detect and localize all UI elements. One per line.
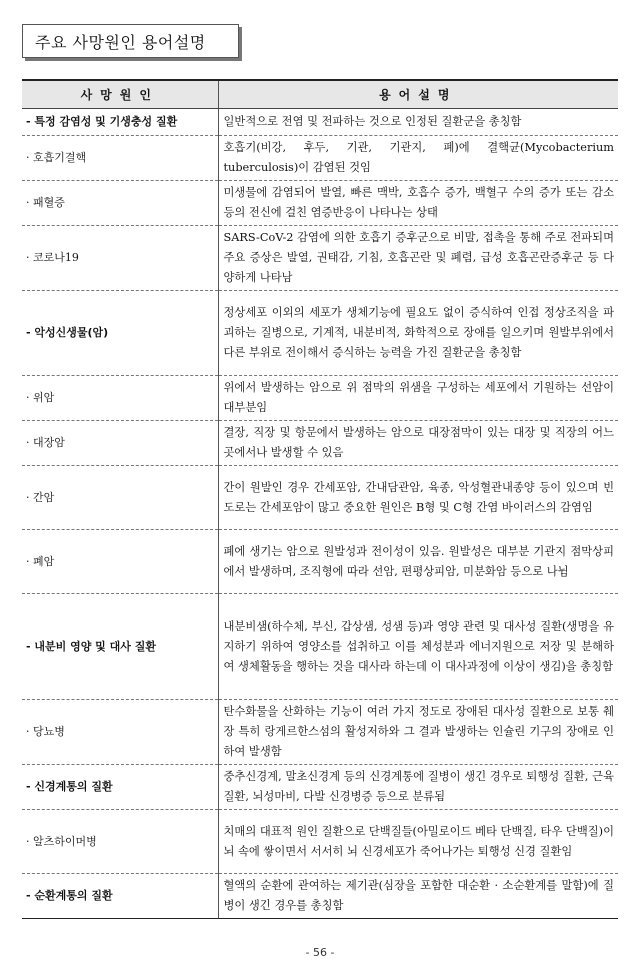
subcategory-term: · 코로나19: [22, 226, 218, 291]
table-row: [22, 136, 618, 181]
term-description: 탄수화물을 산화하는 기능이 여러 가지 정도로 장애된 대사성 질환으로 보통 췌장 특히 랑게르한스섬의 활성저하와 그 결과 발생하는 인슐린 기구의 장애로 인하여 발생함: [218, 700, 618, 765]
table-row: [22, 226, 618, 291]
category-term: - 순환계통의 질환: [22, 874, 218, 919]
subcategory-term: · 알츠하이머병: [22, 810, 218, 874]
category-term: - 내분비 영양 및 대사 질환: [22, 594, 218, 700]
terms-table: [22, 79, 618, 919]
subcategory-term: · 패혈증: [22, 181, 218, 226]
table-row: [22, 700, 618, 765]
category-term: - 신경계통의 질환: [22, 765, 218, 810]
page-title: 주요 사망원인 용어설명: [22, 24, 239, 58]
term-description: 결장, 직장 및 항문에서 발생하는 암으로 대장점막이 있는 대장 및 직장의 어느 곳에서나 발생할 수 있음: [218, 421, 618, 466]
table-row: [22, 765, 618, 810]
table-header-row: [22, 80, 618, 109]
table-row: [22, 291, 618, 376]
term-description: 미생물에 감염되어 발열, 빠른 맥박, 호흡수 증가, 백혈구 수의 증가 또는 감소 등의 전신에 걸친 염증반응이 나타나는 상태: [218, 181, 618, 226]
term-description: 폐에 생기는 암으로 원발성과 전이성이 있음. 원발성은 대부분 기관지 점막상피에서 발생하며, 조직형에 따라 선암, 편평상피암, 미분화암 등으로 나뉨: [218, 530, 618, 594]
header-cause: 사망원인: [22, 80, 218, 109]
table-row: [22, 181, 618, 226]
table-row: [22, 810, 618, 874]
subcategory-term: · 호흡기결핵: [22, 136, 218, 181]
page-number: - 56 -: [305, 946, 335, 959]
category-term: - 특정 감염성 및 기생충성 질환: [22, 109, 218, 136]
header-description: 용어설명: [218, 80, 618, 109]
table-row: [22, 530, 618, 594]
term-description: 혈액의 순환에 관여하는 제기관(심장을 포함한 대순환 · 소순환계를 말함)에 질병이 생긴 경우를 총칭함: [218, 874, 618, 919]
term-description: 간이 원발인 경우 간세포암, 간내담관암, 육종, 악성혈관내종양 등이 있으며 빈도로는 간세포암이 많고 중요한 원인은 B형 및 C형 간염 바이러스의 감염임: [218, 466, 618, 530]
table-row: [22, 874, 618, 919]
term-description: SARS-CoV-2 감염에 의한 호흡기 증후군으로 비말, 접촉을 통해 주로 전파되며 주요 증상은 발열, 권태감, 기침, 호흡곤란 및 폐렴, 급성 호흡곤란증후군 등 다양하게 나타남: [218, 226, 618, 291]
subcategory-term: · 간암: [22, 466, 218, 530]
subcategory-term: · 대장암: [22, 421, 218, 466]
term-description: 호흡기(비강, 후두, 기관, 기관지, 폐)에 결핵균(Mycobacterium tuberculosis)이 감염된 것임: [218, 136, 618, 181]
table-row: [22, 594, 618, 700]
table-row: [22, 466, 618, 530]
term-description: 내분비샘(하수체, 부신, 갑상샘, 성샘 등)과 영양 관련 및 대사성 질환(생명을 유지하기 위하여 영양소를 섭취하고 이를 체성분과 에너지원으로 저장 및 분해하여 생체활동을 행하는 것을 대사라 하는데 이 대사과정에 이상이 생김)을 총칭함: [218, 594, 618, 700]
subcategory-term: · 위암: [22, 376, 218, 421]
category-term: - 악성신생물(암): [22, 291, 218, 376]
term-description: 정상세포 이외의 세포가 생체기능에 필요도 없이 증식하여 인접 정상조직을 파괴하는 질병으로, 기계적, 내분비적, 화학적으로 장애를 일으키며 원발부위에서 다른 부위로 전이해서 증식하는 능력을 가진 질환군을 총칭함: [218, 291, 618, 376]
table-row: [22, 376, 618, 421]
subcategory-term: · 폐암: [22, 530, 218, 594]
term-description: 일반적으로 전염 및 전파하는 것으로 인정된 질환군을 총칭함: [218, 109, 618, 136]
subcategory-term: · 당뇨병: [22, 700, 218, 765]
term-description: 치매의 대표적 원인 질환으로 단백질들(아밀로이드 베타 단백질, 타우 단백질)이 뇌 속에 쌓이면서 서서히 뇌 신경세포가 죽어나가는 퇴행성 신경 질환임: [218, 810, 618, 874]
term-description: 위에서 발생하는 암으로 위 점막의 위샘을 구성하는 세포에서 기원하는 선암이 대부분임: [218, 376, 618, 421]
table-row: [22, 109, 618, 136]
table-row: [22, 421, 618, 466]
term-description: 중추신경계, 말초신경계 등의 신경계통에 질병이 생긴 경우로 퇴행성 질환, 근육 질환, 뇌성마비, 다발 신경병증 등으로 분류됨: [218, 765, 618, 810]
